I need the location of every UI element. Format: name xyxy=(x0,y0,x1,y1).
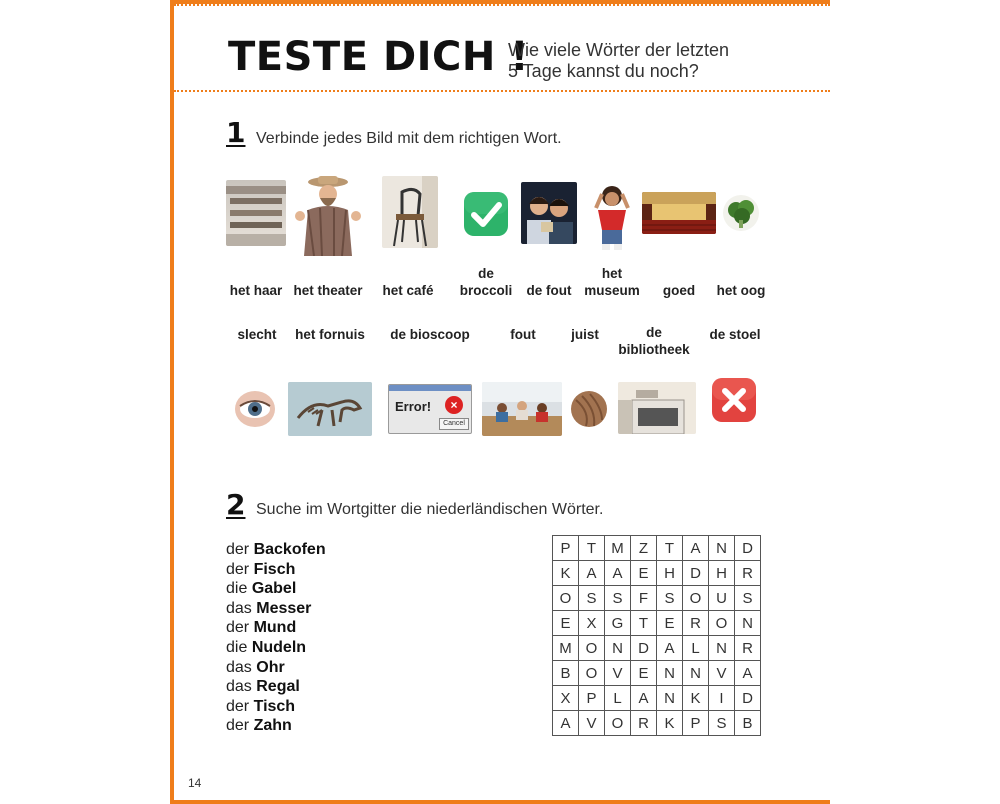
header-bottom-divider xyxy=(174,90,830,92)
workbook-page xyxy=(170,0,830,804)
grid-cell[interactable]: S xyxy=(605,586,631,611)
grid-row xyxy=(553,536,761,561)
grid-cell[interactable]: S xyxy=(579,586,605,611)
page-title: TESTE DICH ! xyxy=(228,34,530,80)
grid-cell[interactable]: E xyxy=(657,611,683,636)
word-noun: Ohr xyxy=(256,658,285,676)
broccoli-image xyxy=(722,194,760,232)
grid-cell[interactable]: K xyxy=(683,686,709,711)
word-de-stoel: de stoel xyxy=(709,327,761,342)
grid-cell[interactable]: B xyxy=(553,661,579,686)
check-mark-icon xyxy=(462,190,510,238)
word-het-cafe: het café xyxy=(382,283,434,298)
theater-hall-image xyxy=(642,192,716,234)
word-noun: Mund xyxy=(253,619,297,637)
word-search-grid xyxy=(552,535,761,736)
word-noun: Fisch xyxy=(253,560,296,578)
word-goed: goed xyxy=(662,283,696,298)
grid-cell[interactable]: A xyxy=(683,536,709,561)
grid-cell[interactable]: D xyxy=(631,636,657,661)
grid-cell[interactable]: V xyxy=(709,661,735,686)
grid-cell[interactable]: E xyxy=(631,661,657,686)
grid-cell[interactable]: P xyxy=(683,711,709,736)
grid-cell[interactable]: N xyxy=(709,636,735,661)
word-de-bibliotheek: de bibliotheek xyxy=(618,325,690,357)
word-de-fout: de fout xyxy=(526,283,572,298)
grid-cell[interactable]: P xyxy=(553,536,579,561)
chair-image xyxy=(382,176,438,248)
word-de-broccoli: de broccoli xyxy=(459,266,513,298)
word-article: die xyxy=(226,580,248,598)
grid-row xyxy=(553,611,761,636)
word-article: das xyxy=(226,599,252,617)
word-list-item xyxy=(226,599,326,619)
word-list-item xyxy=(226,540,326,560)
grid-cell[interactable]: R xyxy=(683,611,709,636)
grid-cell[interactable]: X xyxy=(553,686,579,711)
section-2-instruction: Suche im Wortgitter die niederländischen Wörter. xyxy=(256,501,604,518)
error-x-icon: × xyxy=(445,396,463,414)
grid-cell[interactable]: U xyxy=(709,586,735,611)
grid-cell[interactable]: M xyxy=(605,536,631,561)
grid-cell[interactable]: S xyxy=(735,586,761,611)
stove-image xyxy=(618,382,696,434)
word-list-item xyxy=(226,716,326,736)
word-de-bioscoop: de bioscoop xyxy=(390,327,470,342)
grid-cell[interactable]: A xyxy=(631,686,657,711)
grid-cell[interactable]: O xyxy=(605,711,631,736)
subtitle-line-2: 5 Tage kannst du noch? xyxy=(508,61,699,81)
word-article: der xyxy=(226,560,250,578)
grid-cell[interactable]: R xyxy=(735,636,761,661)
grid-cell[interactable]: E xyxy=(631,561,657,586)
library-image xyxy=(226,180,286,246)
subtitle-line-1: Wie viele Wörter der letzten xyxy=(508,40,730,60)
word-list-item xyxy=(226,618,326,638)
grid-cell[interactable]: K xyxy=(657,711,683,736)
grid-cell[interactable]: F xyxy=(631,586,657,611)
word-fout: fout xyxy=(510,327,536,342)
grid-cell[interactable]: S xyxy=(709,711,735,736)
grid-cell[interactable]: O xyxy=(683,586,709,611)
page-subtitle xyxy=(508,40,828,82)
eye-image xyxy=(234,390,276,428)
error-dialog-image xyxy=(388,384,472,434)
man-thumbs-up-image xyxy=(294,174,362,256)
grid-cell[interactable]: Z xyxy=(631,536,657,561)
grid-cell[interactable]: N xyxy=(605,636,631,661)
grid-cell[interactable]: P xyxy=(579,686,605,711)
grid-cell[interactable]: H xyxy=(657,561,683,586)
grid-cell[interactable]: L xyxy=(605,686,631,711)
word-noun: Zahn xyxy=(253,717,292,735)
word-noun: Backofen xyxy=(253,541,326,558)
cinema-couple-image xyxy=(521,182,577,244)
grid-cell[interactable]: S xyxy=(657,586,683,611)
page-number: 14 xyxy=(188,776,202,790)
grid-cell[interactable]: N xyxy=(683,661,709,686)
grid-row xyxy=(553,661,761,686)
grid-cell[interactable]: O xyxy=(709,611,735,636)
grid-cell[interactable]: N xyxy=(735,611,761,636)
word-noun: Gabel xyxy=(251,580,297,598)
grid-cell[interactable]: D xyxy=(683,561,709,586)
grid-row xyxy=(553,636,761,661)
grid-cell[interactable]: D xyxy=(735,536,761,561)
grid-cell[interactable]: O xyxy=(553,586,579,611)
grid-cell[interactable]: A xyxy=(605,561,631,586)
grid-cell[interactable]: R xyxy=(735,561,761,586)
word-article: der xyxy=(226,697,250,715)
grid-cell[interactable]: T xyxy=(631,611,657,636)
grid-cell[interactable]: E xyxy=(553,611,579,636)
cross-mark-icon xyxy=(710,376,758,424)
word-noun: Messer xyxy=(256,599,312,617)
grid-cell[interactable]: L xyxy=(683,636,709,661)
grid-cell[interactable]: A xyxy=(579,561,605,586)
word-list-item xyxy=(226,697,326,717)
grid-cell[interactable]: T xyxy=(579,536,605,561)
error-dialog-text: Error! xyxy=(395,399,432,414)
word-het-fornuis: het fornuis xyxy=(295,327,365,342)
word-noun: Nudeln xyxy=(251,638,307,656)
grid-cell[interactable]: R xyxy=(631,711,657,736)
word-het-haar: het haar xyxy=(229,283,283,298)
word-het-theater: het theater xyxy=(293,283,363,298)
grid-row xyxy=(553,686,761,711)
grid-row xyxy=(553,561,761,586)
word-het-museum: het museum xyxy=(584,266,640,298)
grid-row xyxy=(553,711,761,736)
hair-image xyxy=(570,390,608,428)
grid-cell[interactable]: N xyxy=(709,536,735,561)
word-article: der xyxy=(226,541,250,558)
cafe-people-image xyxy=(482,382,562,436)
grid-cell[interactable]: T xyxy=(657,536,683,561)
word-article: das xyxy=(226,658,252,676)
grid-cell[interactable]: A xyxy=(657,636,683,661)
word-slecht: slecht xyxy=(237,327,277,342)
word-list-item xyxy=(226,638,326,658)
grid-cell[interactable]: V xyxy=(605,661,631,686)
grid-cell[interactable]: A xyxy=(735,661,761,686)
girl-covering-ears-image xyxy=(586,184,638,250)
word-list-item xyxy=(226,658,326,678)
grid-cell[interactable]: H xyxy=(709,561,735,586)
grid-cell[interactable]: A xyxy=(553,711,579,736)
dinosaur-skeleton-image xyxy=(288,382,372,436)
grid-cell[interactable]: N xyxy=(657,686,683,711)
section-1-instruction: Verbinde jedes Bild mit dem richtigen Wort. xyxy=(256,130,562,147)
word-list-item xyxy=(226,560,326,580)
word-het-oog: het oog xyxy=(716,283,766,298)
grid-cell[interactable]: N xyxy=(657,661,683,686)
error-cancel-button: Cancel xyxy=(439,418,469,430)
word-list-item xyxy=(226,677,326,697)
grid-cell[interactable]: B xyxy=(735,711,761,736)
grid-row xyxy=(553,586,761,611)
grid-cell[interactable]: G xyxy=(605,611,631,636)
word-article: der xyxy=(226,619,250,637)
word-article: der xyxy=(226,717,250,735)
word-noun: Regal xyxy=(256,678,300,696)
grid-cell[interactable]: I xyxy=(709,686,735,711)
grid-cell[interactable]: K xyxy=(553,561,579,586)
header-top-divider xyxy=(174,4,830,6)
section-1-number: 1 xyxy=(226,116,246,149)
grid-cell[interactable]: O xyxy=(579,661,605,686)
grid-cell[interactable]: M xyxy=(553,636,579,661)
word-list-item xyxy=(226,579,326,599)
grid-cell[interactable]: V xyxy=(579,711,605,736)
section-2-number: 2 xyxy=(226,488,246,521)
word-noun: Tisch xyxy=(253,697,296,715)
word-article: die xyxy=(226,638,248,656)
grid-cell[interactable]: X xyxy=(579,611,605,636)
grid-cell[interactable]: D xyxy=(735,686,761,711)
word-juist: juist xyxy=(571,327,599,342)
grid-cell[interactable]: O xyxy=(579,636,605,661)
word-list xyxy=(226,540,326,736)
word-article: das xyxy=(226,678,252,696)
